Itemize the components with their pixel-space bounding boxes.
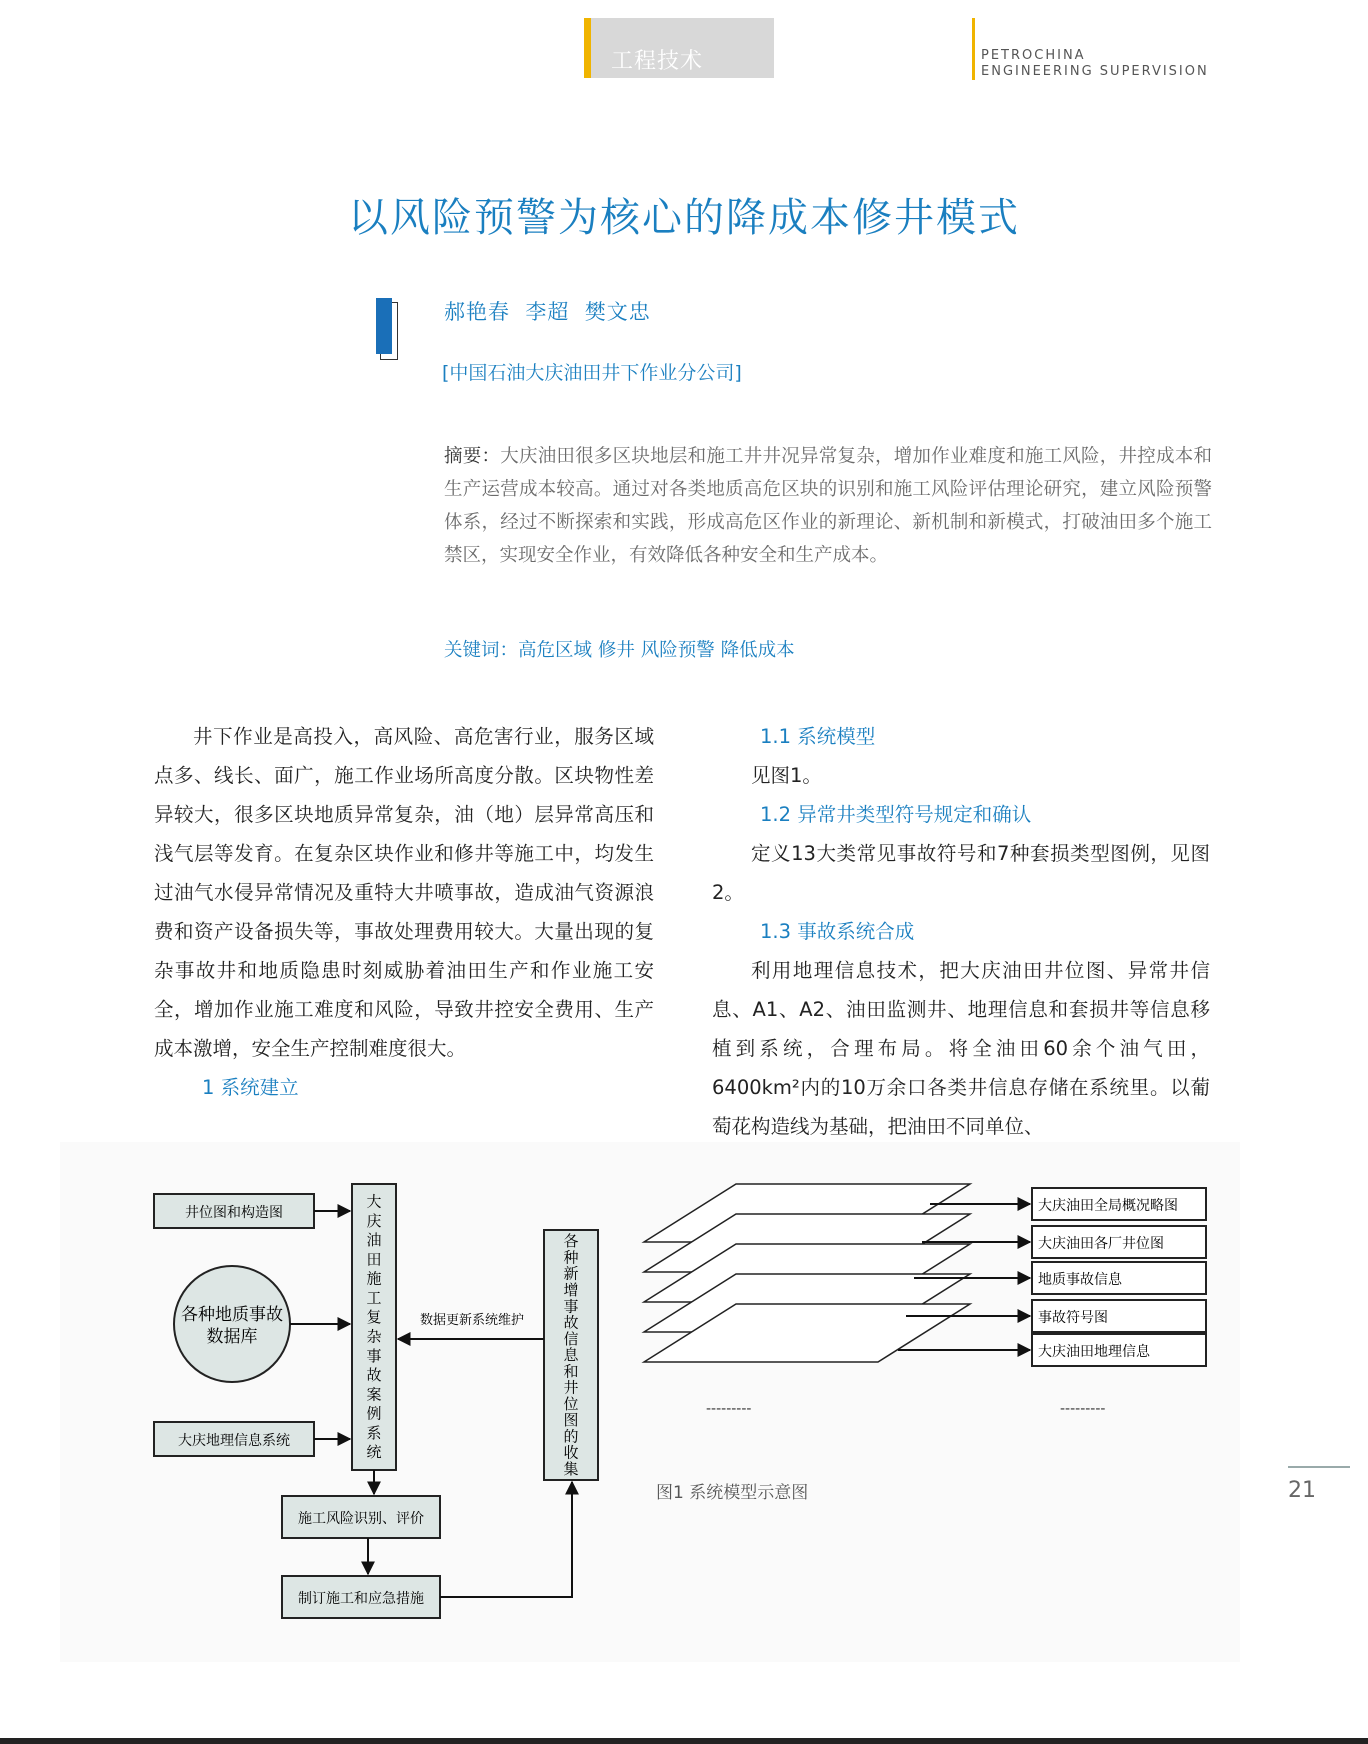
- box-well-map: [154, 1194, 314, 1228]
- section-text-1-1: 见图1。: [751, 764, 822, 787]
- svg-text:井位图和构造图: 井位图和构造图: [185, 1205, 283, 1221]
- arrow-update-label: 数据更新系统维护: [419, 1313, 525, 1328]
- abstract: [444, 440, 1212, 572]
- svg-text:各种地质事故: 各种地质事故: [181, 1305, 283, 1325]
- section-heading-1-3: 1.3 事故系统合成: [760, 920, 915, 943]
- section-text-1-3: 利用地理信息技术，把大庆油田井位图、异常井信息、A1、A2、油田监测井、地理信息和套损井等信息移植到系统，合理布局。将全油田60余个油气田，6400km²内的10万余口各类井信息存储在系统里。以葡萄花构造线为基础，把油田不同单位、: [712, 959, 1210, 1138]
- box-risk-eval: [282, 1496, 440, 1538]
- section-tab: [584, 18, 774, 78]
- circle-accident-database: [174, 1266, 290, 1382]
- affiliation: [中国石油大庆油田井下作业分公司]: [442, 362, 742, 384]
- vbox-collect-text: 各种新增事故信息和井位图的收集: [563, 1232, 579, 1478]
- intro-paragraph: 井下作业是高投入，高风险、高危害行业，服务区域点多、线长、面广，施工作业场所高度分散。区块物性差异较大，很多区块地质异常复杂，油（地）层异常高压和浅气层等发育。在复杂区块作业和修井等施工中，均发生过油气水侵异常情况及重特大井喷事故，造成油气资源浪费和资产设备损失等，事故处理费用较大。大量出现的复杂事故井和地质隐患时刻威胁着油田生产和作业施工安全，增加作业施工难度和风险，导致井控安全费用、生产成本激增，安全生产控制难度很大。: [154, 725, 654, 1060]
- keywords: 关键词：高危区域 修井 风险预警 降低成本: [444, 640, 795, 661]
- dashes-right: ---------: [1060, 1401, 1106, 1417]
- layer-label: 大庆油田各厂井位图: [1038, 1236, 1164, 1252]
- box-measures: [282, 1576, 440, 1618]
- section-tab-label: 工程技术: [611, 49, 704, 74]
- author-marker-icon: [376, 298, 400, 360]
- abstract-text: 大庆油田很多区块地层和施工井井况异常复杂，增加作业难度和施工风险，井控成本和生产运营成本较高。通过对各类地质高危区块的识别和施工风险评估理论研究，建立风险预警体系，经过不断探索和实践，形成高危区作业的新理论、新机制和新模式，打破油田多个施工禁区，实现安全作业，有效降低各种安全和生产成本。: [444, 446, 1212, 566]
- vbox-collect: [544, 1230, 598, 1480]
- authors: 郝艳春 李超 樊文忠: [444, 300, 651, 324]
- svg-text:数据库: 数据库: [206, 1327, 258, 1347]
- journal-name-line1: PETROCHINA: [981, 48, 1086, 63]
- section-heading-1-1: 1.1 系统模型: [760, 725, 876, 748]
- right-column: [712, 717, 1210, 1138]
- article-title: 以风险预警为核心的降成本修井模式: [348, 195, 1020, 241]
- svg-text:制订施工和应急措施: 制订施工和应急措施: [298, 1591, 424, 1607]
- system-model-figure: [60, 1142, 1240, 1662]
- section-heading-1: 1 系统建立: [202, 1076, 299, 1099]
- left-column: [154, 717, 654, 1107]
- abstract-label: 摘要：: [444, 446, 501, 467]
- box-gis: [154, 1422, 314, 1456]
- section-text-1-2: 定义13大类常见事故符号和7种套损类型图例，见图2。: [712, 842, 1210, 904]
- layer-label: 大庆油田地理信息: [1038, 1344, 1150, 1360]
- section-heading-1-2: 1.2 异常井类型符号规定和确认: [760, 803, 1032, 826]
- vbox-case-system-text: 大庆油田施工复杂事故案例系统: [366, 1192, 382, 1462]
- journal-name: [972, 18, 1232, 80]
- layer-label: 大庆油田全局概况略图: [1038, 1198, 1178, 1214]
- vbox-case-system: [352, 1184, 396, 1470]
- page-number: 21: [1288, 1478, 1316, 1503]
- dashes-left: ---------: [706, 1401, 752, 1417]
- svg-text:大庆地理信息系统: 大庆地理信息系统: [178, 1433, 290, 1449]
- figure-caption: 图1 系统模型示意图: [656, 1483, 809, 1503]
- layer-label: 地质事故信息: [1038, 1272, 1122, 1288]
- journal-name-line2: ENGINEERING SUPERVISION: [981, 64, 1209, 79]
- page-number-rule: [1288, 1466, 1350, 1468]
- svg-text:施工风险识别、评价: 施工风险识别、评价: [298, 1511, 424, 1527]
- bottom-border: [0, 1738, 1368, 1744]
- layer-label: 事故符号图: [1038, 1310, 1108, 1326]
